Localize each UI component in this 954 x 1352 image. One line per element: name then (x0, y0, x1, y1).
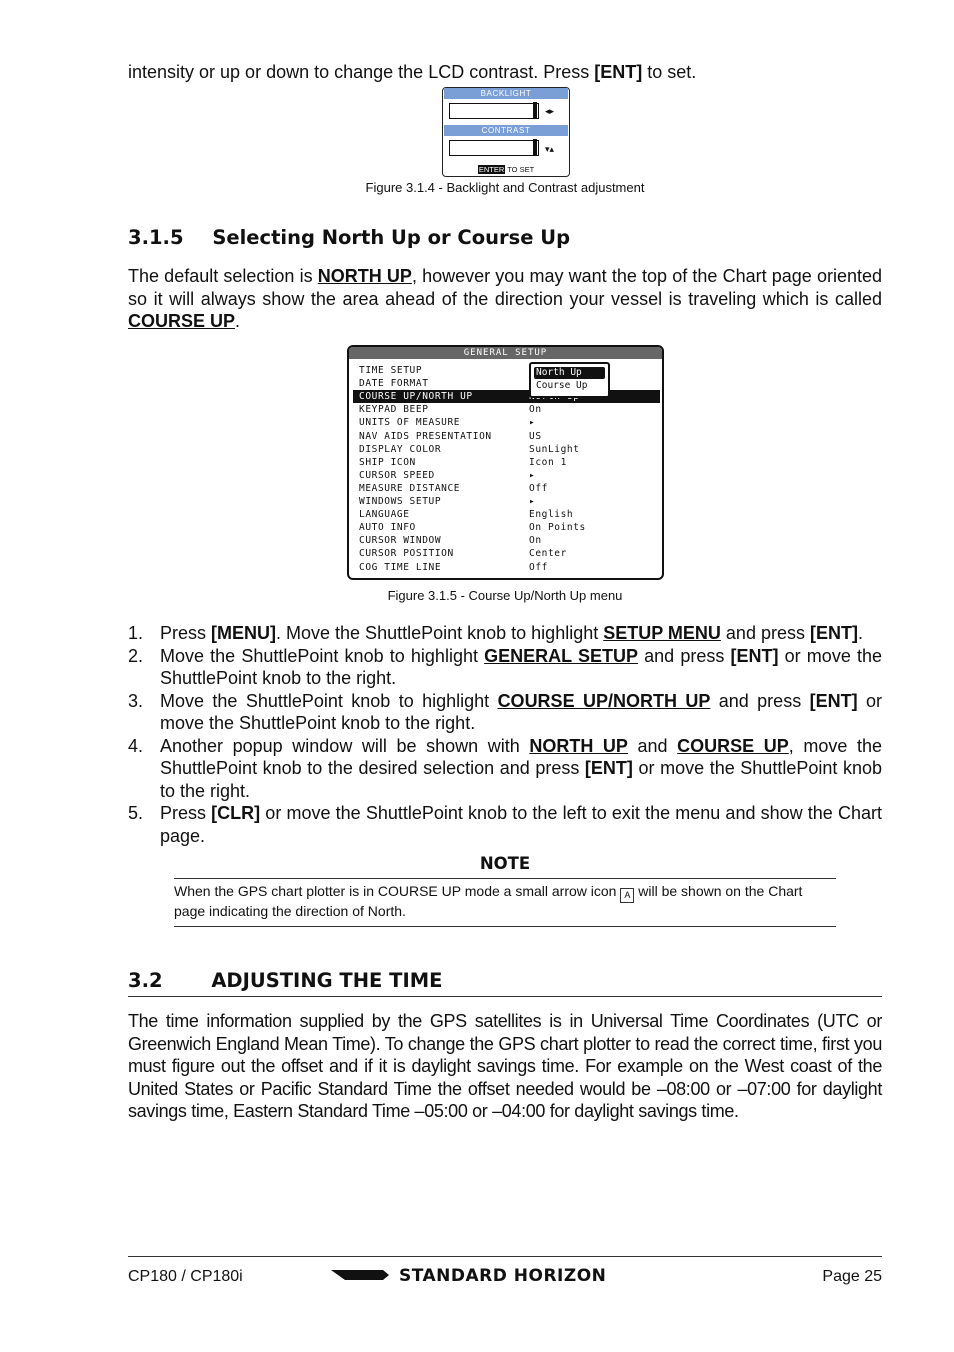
list-item: 3. Move the ShuttlePoint knob to highlight COURSE UP/NORTH UP and press [ENT] or move the ShuttlePoint knob to the right. (128, 690, 882, 733)
general-setup-title: GENERAL SETUP (349, 347, 662, 359)
setup-menu-label: CURSOR POSITION (359, 548, 454, 560)
setup-menu-value: US (529, 430, 542, 442)
north-course-popup (529, 362, 610, 398)
backlight-slider (449, 103, 539, 119)
setup-menu-row (353, 508, 660, 521)
setup-menu-value: English (529, 509, 574, 521)
setup-menu-label: COG TIME LINE (359, 561, 442, 573)
setup-menu-value: Icon 1 (529, 456, 567, 468)
body-paragraph: The default selection is NORTH UP, however you may want the top of the Chart page oriented so it will always show the area ahead of the direction your vessel is traveling which is called COURSE UP. (128, 266, 883, 331)
setup-menu-row (353, 547, 660, 560)
setup-menu-value: On (529, 404, 542, 416)
setup-menu-row (353, 377, 660, 390)
brand-logo (331, 1266, 607, 1286)
backlight-label: BACKLIGHT (444, 88, 568, 99)
contrast-label: CONTRAST (444, 125, 568, 136)
setup-menu-label: CURSOR WINDOW (359, 535, 442, 547)
figure-caption: Figure 3.1.4 - Backlight and Contrast adjustment (365, 180, 645, 195)
section-heading (128, 969, 442, 992)
setup-menu-label: UNITS OF MEASURE (359, 417, 461, 429)
section-heading (128, 226, 570, 249)
note-box: When the GPS chart plotter is in COURSE UP mode a small arrow icon A will be shown on the Chart page indicating the direction of North. (174, 878, 836, 927)
setup-menu-value: Center (529, 548, 567, 560)
setup-menu-value: Off (529, 561, 548, 573)
section-title: Selecting North Up or Course Up (212, 226, 571, 249)
steps-list (128, 622, 882, 847)
backlight-contrast-figure (442, 87, 570, 177)
setup-menu-row (353, 403, 660, 416)
setup-menu-value: On Points (529, 522, 586, 534)
setup-menu-row (353, 534, 660, 547)
setup-menu-row (353, 456, 660, 469)
setup-menu-label: AUTO INFO (359, 522, 416, 534)
setup-menu-row (353, 364, 660, 377)
setup-menu-value: ▸ (529, 417, 536, 429)
setup-menu-value: SunLight (529, 443, 580, 455)
setup-menu-label: CURSOR SPEED (359, 469, 435, 481)
section-number: 3.1.5 (128, 226, 184, 249)
up-down-arrows-icon: ▾▴ (545, 144, 555, 154)
logo-mark-icon (331, 1266, 391, 1284)
setup-menu-value: On (529, 535, 542, 547)
general-setup-figure (347, 345, 664, 580)
setup-menu-label: DISPLAY COLOR (359, 443, 442, 455)
setup-menu-label: NAV AIDS PRESENTATION (359, 430, 492, 442)
setup-menu-row (353, 416, 660, 429)
setup-menu-row (353, 482, 660, 495)
setup-menu-row (353, 443, 660, 456)
setup-menu-row (353, 469, 660, 482)
body-paragraph: The time information supplied by the GPS satellites is in Universal Time Coordinates (UTC or Greenwich England Mean Time). To change the GPS chart plotter to read the correct time, first you must figure out the offset and if it is daylight savings time. For example on the West coast of the United States or Pacific Standard Time the offset needed would be –08:00 or –07:00 for daylight savings time, Eastern Standard Time –05:00 or –04:00 for daylight savings time. (128, 1011, 882, 1121)
backlight-knob (533, 102, 537, 119)
setup-menu-label: LANGUAGE (359, 509, 410, 521)
setup-menu-value: ▸ (529, 496, 536, 507)
setup-menu-label: TIME SETUP (359, 365, 423, 376)
section-number: 3.2 (128, 969, 163, 992)
to-set-label: TO SET (507, 165, 535, 174)
intro-paragraph: intensity or up or down to change the LCD contrast. Press [ENT] to set. (128, 62, 697, 82)
setup-menu-label: MEASURE DISTANCE (359, 482, 461, 494)
section-title: ADJUSTING THE TIME (211, 969, 443, 992)
setup-menu-row (353, 495, 660, 508)
list-item: 4. Another popup window will be shown with NORTH UP and COURSE UP, move the ShuttlePoint knob to the desired selection and press [ENT] or move the ShuttlePoint knob to the right. (128, 735, 882, 801)
setup-menu-row (353, 390, 660, 403)
popup-option-north-up: North Up (534, 367, 605, 379)
footer-divider (128, 1256, 882, 1257)
setup-menu-value: ▸ (529, 469, 536, 481)
enter-key-label: ENTER (478, 165, 505, 174)
list-item: 5. Press [CLR] or move the ShuttlePoint knob to the left to exit the menu and show the Chart page. (128, 803, 882, 846)
setup-menu-row (353, 561, 660, 574)
popup-option-course-up: Course Up (536, 380, 588, 391)
note-heading: NOTE (479, 854, 531, 873)
left-right-arrows-icon: ◂▸ (545, 106, 555, 116)
list-item: 2. Move the ShuttlePoint knob to highlight GENERAL SETUP and press [ENT] or move the ShuttlePoint knob to the right. (128, 645, 883, 688)
figure-caption: Figure 3.1.5 - Course Up/North Up menu (387, 588, 623, 603)
setup-menu-label: SHIP ICON (359, 456, 416, 468)
setup-menu-label: DATE FORMAT (359, 378, 429, 390)
contrast-slider (449, 140, 539, 156)
contrast-knob (533, 139, 537, 156)
setup-menu-label: WINDOWS SETUP (359, 496, 442, 507)
brand-name: STANDARD HORIZON (399, 1266, 607, 1286)
enter-to-set (443, 165, 569, 174)
setup-menu-row (353, 521, 660, 534)
setup-menu-row (353, 430, 660, 443)
footer-page-number: Page 25 (822, 1268, 882, 1285)
setup-menu-value: Off (529, 482, 548, 494)
setup-menu-label: COURSE UP/NORTH UP (359, 391, 473, 403)
footer-model: CP180 / CP180i (128, 1268, 243, 1285)
list-item: 1. Press [MENU]. Move the ShuttlePoint knob to highlight SETUP MENU and press [ENT]. (128, 623, 863, 643)
section-divider (128, 996, 882, 997)
north-arrow-icon: A (620, 888, 634, 903)
setup-menu-label: KEYPAD BEEP (359, 404, 429, 416)
